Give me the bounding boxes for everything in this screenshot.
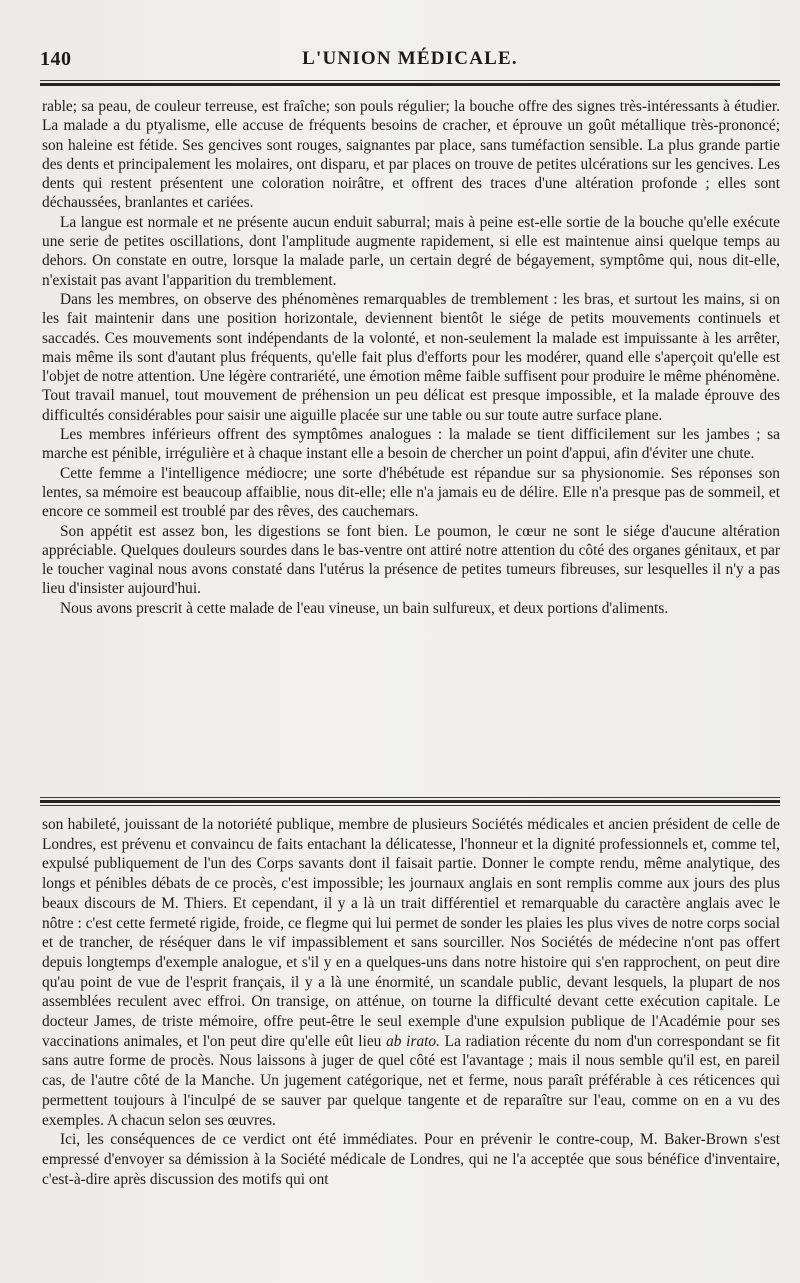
section-divider-top xyxy=(40,797,780,798)
paragraph-intelligence: Cette femme a l'intelligence médiocre; une sorte d'hébétude est répandue sur sa physionomie. Ses réponses son lentes, sa mémoire est beaucoup affaiblie, nous dit-elle; elle n'a jamais eu de délire. Elle n'a presque pas de sommeil, et encore ce sommeil est troublé par des rêves, des cauchemars. xyxy=(42,464,780,521)
lower-column xyxy=(42,815,780,1189)
header-rule xyxy=(40,83,780,86)
italic-phrase: ab irato. xyxy=(386,1032,440,1050)
header-rule-top xyxy=(40,80,780,81)
page-number: 140 xyxy=(40,48,72,70)
paragraph-consequences: Ici, les conséquences de ce verdict ont été immédiates. Pour en prévenir le contre-coup, M. Baker-Brown s'est empressé d'envoyer sa démission à la Société médicale de Londres, qui ne l'a acceptée que sous bénéfice d'inventaire, c'est-à-dire après discussion des motifs qui ont xyxy=(42,1131,780,1188)
journal-title: L'UNION MÉDICALE. xyxy=(302,48,518,69)
paragraph-baker-brown-case xyxy=(42,815,780,1130)
paragraph-appetite: Son appétit est assez bon, les digestions se font bien. Le poumon, le cœur ne sont le siége d'aucune altération appréciable. Quelques douleurs sourdes dans le bas-ventre ont attiré notre attention du côté des organes génitaux, et par le toucher vaginal nous avons constaté dans l'utérus la présence de petites tumeurs fibreuses, sur lesquelles il n'y a pas lieu d'insister aujourd'hui. xyxy=(42,522,780,598)
text-run: son habileté, jouissant de la notoriété publique, membre de plusieurs Sociétés médicales et ancien président de celle de Londres, est prévenu et convaincu de faits entachant la délicatesse, l'honneur et la dignité professionnels et, comme tel, expulsé publiquement de l'un des Corps savants dont il faisait partie. Donner le compte rendu, même analytique, des longs et pénibles débats de ce procès, c'est impossible; les journaux anglais en sont remplis comme aux jours des plus beaux discours de M. Thiers. Et cependant, il y a là un trait différentiel et remarquable du caractère anglais avec le nôtre : c'est cette fermeté rigide, froide, ce flegme qui lui permet de sonder les plaies les plus vives de notre corps social et de trancher, de réséquer dans le vif impassiblement et sans sourciller. Nos Sociétés de médecine n'ont pas offert depuis longtemps d'exemple analogue, et s'il y en a quelques-uns dans notre histoire qui s'en rapprochent, on peut dire qu'au point de vue de l'esprit français, il y a là une énormité, un scandale public, devant lesquels, la plupart de nos assemblées reculent avec effroi. On transige, on atténue, on tourne la difficulté devant cette exécution capitale. Le docteur James, de triste mémoire, offre peut-être le seul exemple d'une expulsion publique de l'Académie pour ses vaccinations animales, et l'on peut dire qu'elle eût lieu xyxy=(42,816,780,1050)
section-divider xyxy=(40,800,780,803)
upper-column xyxy=(42,97,780,618)
text-run: La radiation récente du nom d'un correspondant se fit sans autre forme de procès. Nous laissons à juger de quel côté est l'avantage ; mais il nous semble qu'il est, en pareil cas, de l'autre côté de la Manche. Un jugement catégorique, net et ferme, nous paraît préférable à ces réticences qui permettent toujours à l'inculpé de se sauver par quelque tangente et de reparaître sur l'eau, comme on en a vu des exemples. A chacun selon ses œuvres. xyxy=(42,1032,780,1129)
paragraph-tongue: La langue est normale et ne présente aucun enduit saburral; mais à peine est-elle sortie de la bouche qu'elle exécute une serie de petites oscillations, dont l'amplitude augmente rapidement, si elle est maintenue ainsi quelque temps au dehors. On constate en outre, lorsque la malade parle, un certain degré de bégayement, symptôme qui, nous dit-elle, n'existait pas avant l'apparition du tremblement. xyxy=(42,213,780,289)
section-divider-bottom xyxy=(40,805,780,806)
running-header xyxy=(40,48,780,78)
paragraph-mouth-exam: rable; sa peau, de couleur terreuse, est fraîche; son pouls régulier; la bouche offre des signes très-intéressants à étudier. La malade a du ptyalisme, elle accuse de fréquents besoins de cracher, et éprouve un goût métallique très-prononcé; son haleine est fétide. Ses gencives sont rouges, saignantes par place, sans tuméfaction sensible. La plus grande partie des dents et principalement les molaires, ont disparu, et par places on trouve de petites ulcérations sur les gencives. Les dents qui restent présentent une coloration noirâtre, et offrent des traces d'une altération profonde ; elles sont déchaussées, branlantes et cariées. xyxy=(42,98,780,212)
paragraph-legs: Les membres inférieurs offrent des symptômes analogues : la malade se tient difficilement sur les jambes ; sa marche est pénible, irrégulière et à chaque instant elle a besoin de chercher un point d'appui, afin d'éviter une chute. xyxy=(42,426,780,463)
paragraph-arms-tremor: Dans les membres, on observe des phénomènes remarquables de tremblement : les bras, et surtout les mains, si on les fait maintenir dans une position horizontale, deviennent bientôt le siége de petits mouvements continuels et saccadés. Ces mouvements sont indépendants de la volonté, et non-seulement la malade est impuissante à les arrêter, mais même ils sont d'autant plus fréquents, qu'elle fait plus d'efforts pour les modérer, quand elle s'aperçoit qu'elle est l'objet de notre attention. Une légère contrariété, une émotion même faible suffisent pour produire le même phénomène. Tout travail manuel, tout mouvement de préhension un peu délicat est presque impossible, et la malade éprouve des difficultés considérables pour saisir une aiguille placée sur une table ou sur toute autre surface plane. xyxy=(42,290,780,424)
paragraph-prescription: Nous avons prescrit à cette malade de l'eau vineuse, un bain sulfureux, et deux portions d'aliments. xyxy=(60,599,669,617)
